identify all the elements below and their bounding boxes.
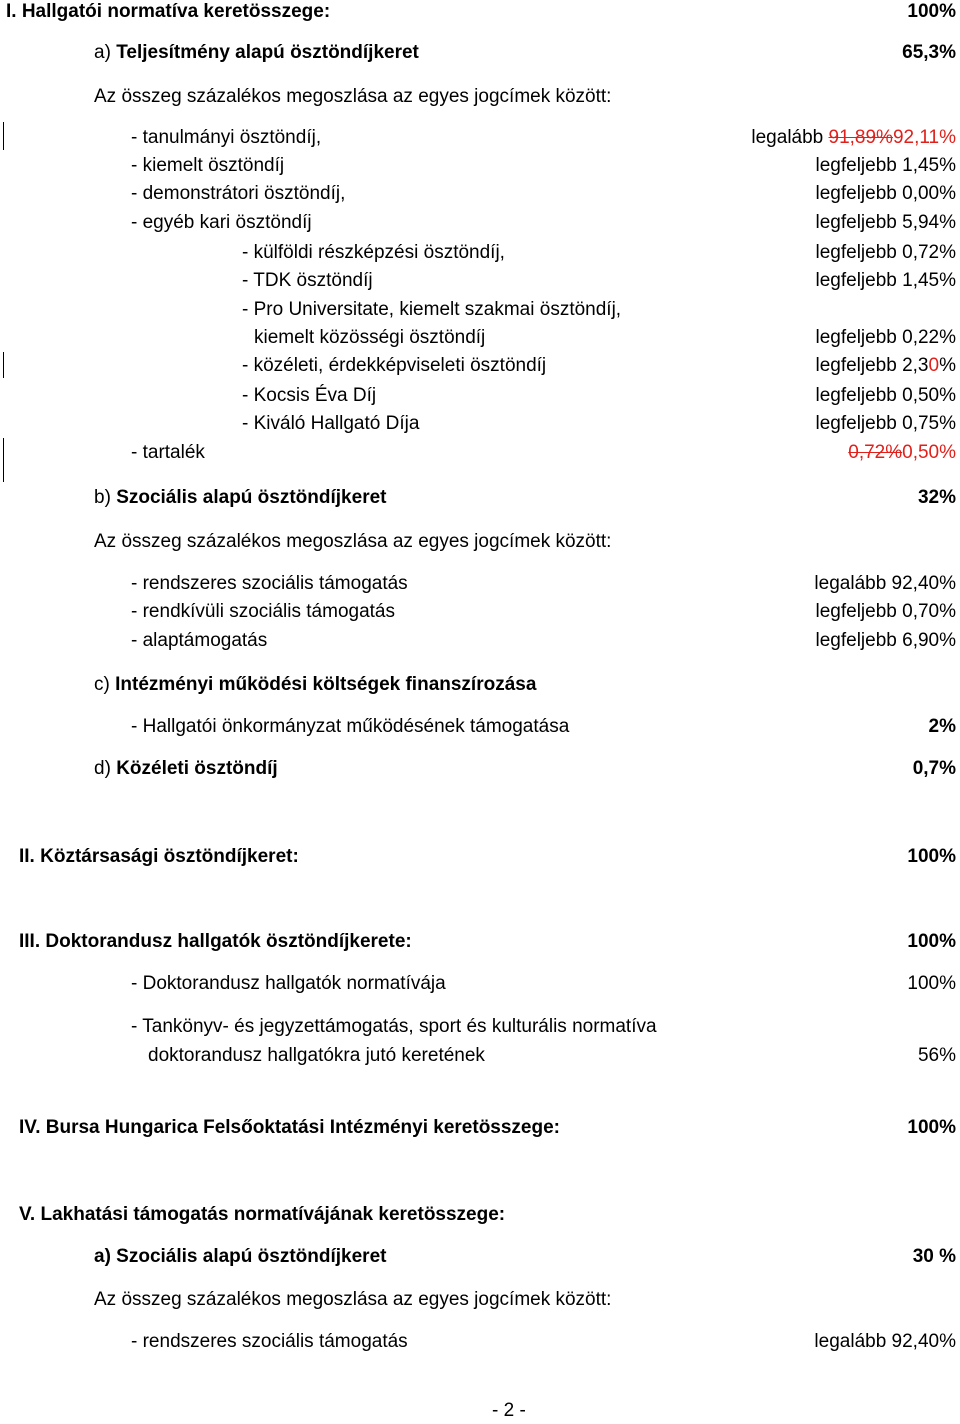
sub-list-item: - TDK ösztöndíj legfeljebb 1,45% — [242, 270, 956, 291]
section-total: 100% — [907, 1, 956, 22]
list-item: - rendszeres szociális támogatás legalább 92,40% — [131, 573, 956, 594]
list-item: - Tankönyv- és jegyzettámogatás, sport és kulturális normatíva — [131, 1016, 657, 1037]
section-1a-heading — [0, 40, 960, 66]
item-value: 65,3% — [902, 42, 956, 63]
list-item: - kiemelt ösztöndíj legfeljebb 1,45% — [131, 155, 956, 176]
section-2-heading: II. Köztársasági ösztöndíjkeret: 100% — [19, 846, 956, 867]
section-3-heading: III. Doktorandusz hallgatók ösztöndíjkerete: 100% — [19, 931, 956, 952]
list-item: - Doktorandusz hallgatók normatívája 100% — [131, 973, 956, 994]
inserted-value: 0,50% — [902, 442, 956, 463]
section-1b-heading: b) Szociális alapú ösztöndíjkeret 32% — [94, 487, 956, 508]
distribution-note: Az összeg százalékos megoszlása az egyes jogcímek között: — [94, 86, 612, 107]
list-item: - egyéb kari ösztöndíj legfeljebb 5,94% — [131, 212, 956, 233]
inserted-value: 0 — [928, 355, 940, 376]
section-5-heading: V. Lakhatási támogatás normatívájának keretösszege: — [19, 1204, 506, 1225]
section-5a-heading: a) Szociális alapú ösztöndíjkeret 30 % — [94, 1246, 956, 1267]
section-4-heading: IV. Bursa Hungarica Felsőoktatási Intézményi keretösszege: 100% — [19, 1117, 956, 1138]
list-item: - tanulmányi ösztöndíj, legalább 91,89%92,11% — [131, 127, 956, 148]
item-title: Teljesítmény alapú ösztöndíjkeret — [116, 42, 419, 63]
sub-list-item: - Kiváló Hallgató Díja legfeljebb 0,75% — [242, 413, 956, 434]
distribution-note: Az összeg százalékos megoszlása az egyes jogcímek között: — [94, 1289, 612, 1310]
list-item: - demonstrátori ösztöndíj, legfeljebb 0,00% — [131, 183, 956, 204]
deleted-value: 0,72% — [848, 442, 903, 463]
list-item: - alaptámogatás legfeljebb 6,90% — [131, 630, 956, 651]
item-prefix: a) — [94, 42, 117, 63]
list-item: - rendszeres szociális támogatás legalább 92,40% — [131, 1331, 956, 1352]
sub-list-item: - külföldi részképzési ösztöndíj, legfeljebb 0,72% — [242, 242, 956, 263]
section-title: I. Hallgatói normatíva keretösszege: — [6, 1, 331, 22]
sub-list-item: - közéleti, érdekképviseleti ösztöndíj legfeljebb 2,30% — [242, 355, 956, 376]
sub-list-item: kiemelt közösségi ösztöndíj legfeljebb 0,22% — [254, 327, 956, 348]
deleted-value: 91,89% — [828, 127, 893, 148]
reserve-item: - tartalék 0,72%0,50% — [131, 442, 956, 463]
distribution-note: Az összeg százalékos megoszlása az egyes jogcímek között: — [94, 531, 612, 552]
sub-list-item: - Pro Universitate, kiemelt szakmai ösztöndíj, — [242, 299, 622, 320]
section-1c-heading: c) Intézményi működési költségek finanszírozása — [94, 674, 537, 695]
page-number: - 2 - — [492, 1400, 526, 1421]
sub-list-item: - Kocsis Éva Díj legfeljebb 0,50% — [242, 385, 956, 406]
section-1-heading — [0, 0, 960, 25]
section-1d-heading: d) Közéleti ösztöndíj 0,7% — [94, 758, 956, 779]
list-item: doktorandusz hallgatókra jutó keretének 56% — [148, 1045, 956, 1066]
list-item: - Hallgatói önkormányzat működésének támogatása 2% — [131, 716, 956, 737]
inserted-value: 92,11% — [892, 127, 956, 148]
list-item: - rendkívüli szociális támogatás legfeljebb 0,70% — [131, 601, 956, 622]
